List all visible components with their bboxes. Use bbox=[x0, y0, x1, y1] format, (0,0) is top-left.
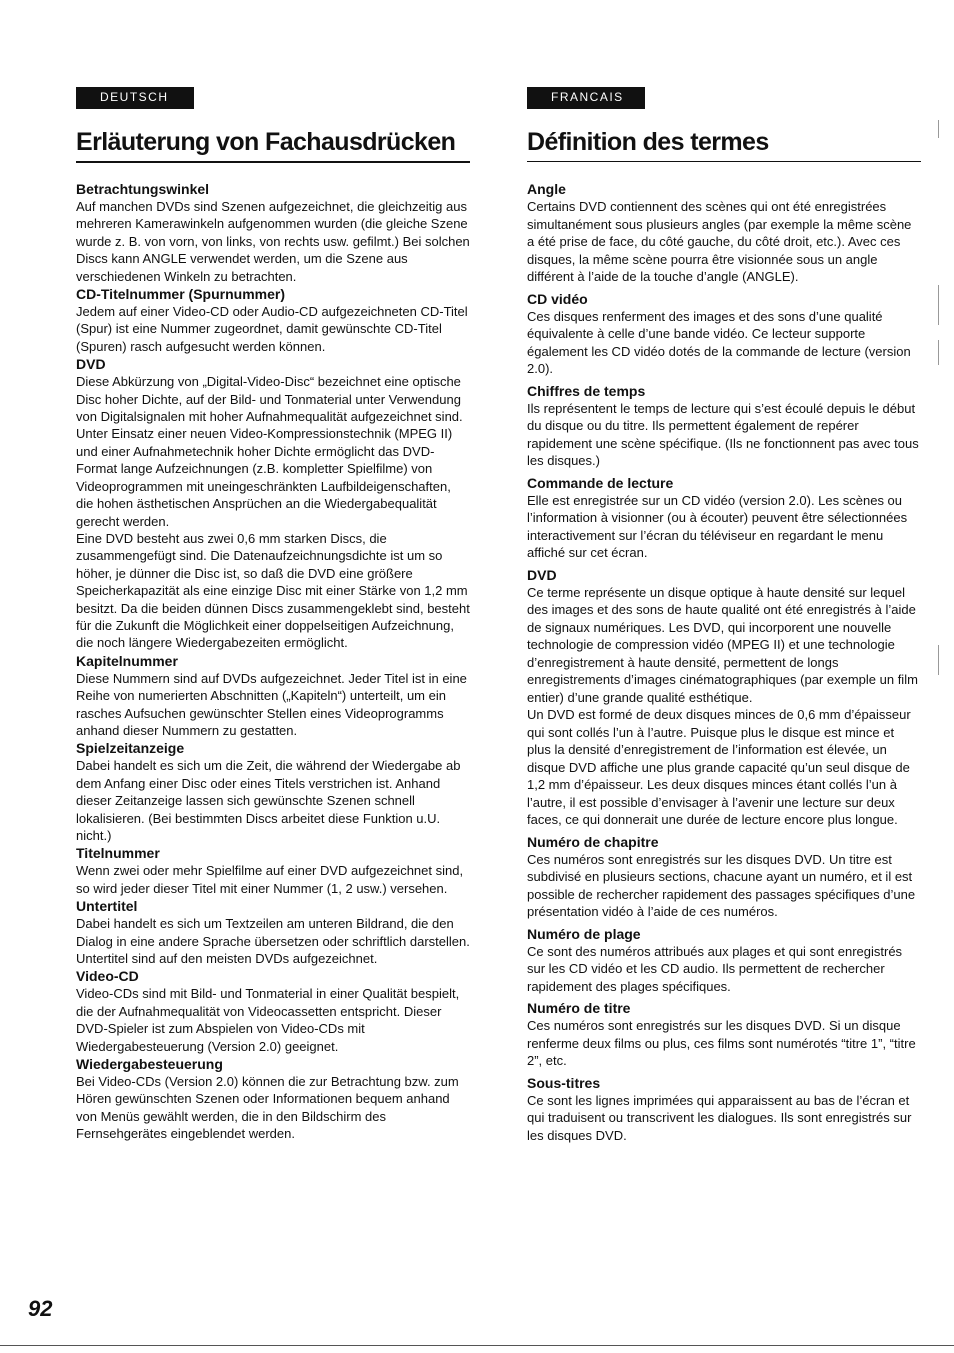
title-fr: Définition des termes bbox=[527, 128, 769, 156]
term: DVD bbox=[527, 566, 557, 583]
definition: Eine DVD besteht aus zwei 0,6 mm starken Discs, die zusammengefügt sind. Die Datenaufzeichnungsdichte ist um so höher, je dünner die Disc ist, so daß die DVD eine größere Speicherkapazität als eine einzige Disc mit einer Stärke von 1,2 mm besitzt. Da die beiden dünnen Discs zusammengeklebt sind, besteht für die Zukunft die Möglichkeit einer doppelseitigen Aufzeichnung, die noch längere Wiedergabezeiten ermöglicht. bbox=[76, 530, 470, 651]
page-number: 92 bbox=[28, 1296, 53, 1321]
term: Kapitelnummer bbox=[76, 652, 178, 669]
entry-untertitel bbox=[76, 897, 470, 967]
definition: Ce terme représente un disque optique à haute densité sur lequel des images et des sons de haute qualité ont été enregistrés à l’aide de signaux numériques. Les DVD, qui incorporent une nouvelle technologie de compression vidéo (MPEG II) et une technologie d’enregistrement à haute densité, permettent de longs enregistrements d’images cinématographiques (par exemple un film entier) d’une grande qualité esthétique. bbox=[527, 584, 918, 705]
term: Spielzeitanzeige bbox=[76, 740, 185, 757]
term: Angle bbox=[527, 181, 566, 197]
title-rule-de bbox=[76, 161, 470, 163]
term: Numéro de chapitre bbox=[527, 833, 659, 850]
definition: Ce sont les lignes imprimées qui apparaissent au bas de l’écran et qui traduisent ou transcrivent les dialogues. Ils sont enregistrés sur les disques DVD. bbox=[527, 1092, 912, 1143]
definition: Elle est enregistrée sur un CD vidéo (version 2.0). Les scènes ou l’information à visionner (ou à écouter) peuvent être sélectionnées interactivement sur l’écran du téléviseur en regardant le menu affiché sur cet écran. bbox=[527, 492, 908, 560]
definition: Bei Video-CDs (Version 2.0) können die zur Betrachtung bzw. zum Hören gewünschten Szenen oder Informationen bequem anhand von Menüs gewählt werden, die in den Bildschirm des Fernsehgerätes eingeblendet werden. bbox=[76, 1074, 459, 1142]
entry-dvd-fr bbox=[527, 566, 921, 829]
term: CD-Titelnummer (Spurnummer) bbox=[76, 286, 285, 303]
definition: Auf manchen DVDs sind Szenen aufgezeichnet, die gleichzeitig aus mehreren Kamerawinkeln aufgenommen wurden (die gleiche Szene wurde z. B. von vorn, von links, von rechts usw. gefilmt.) Bei solchen Discs kann ANGLE verwendet werden, um die Szene aus verschiedenen Winkeln zu betrachten. bbox=[76, 199, 470, 284]
bottom-rule bbox=[0, 1345, 954, 1346]
definition: Diese Nummern sind auf DVDs aufgezeichnet. Jeder Titel ist in eine Reihe von numerierten Abschnitten („Kapiteln“) unterteilt, um ein rasches Aufsuchen gewünschter Stellen eines Videoprogramms anhand dieser Nummern zu gestatten. bbox=[76, 670, 467, 738]
glossary-fr bbox=[527, 180, 921, 1144]
definition: Ces disques renferment des images et des sons d’une qualité équivalente à celle d’une bande vidéo. Ce lecteur supporte également les CD vidéo dotés de la commande de lecture (version 2.0). bbox=[527, 308, 911, 376]
term: Chiffres de temps bbox=[527, 382, 646, 399]
term: Video-CD bbox=[76, 968, 139, 985]
language-tag-de: DEUTSCH bbox=[76, 87, 194, 109]
entry-numero-de-titre bbox=[527, 999, 921, 1070]
definition: Video-CDs sind mit Bild- und Tonmaterial in einer Qualität bespielt, die der Aufnahmequalität von Videocassetten entspricht. Dieser DVD-Spieler ist zum Abspielen von Video-CDs mit Wiedergabesteuerung (Version 2.0) geeignet. bbox=[76, 986, 460, 1054]
definition: Wenn zwei oder mehr Spielfilme auf einer DVD aufgezeichnet sind, so wird jeder dieser Titel mit einer Nummer (1, 2 usw.) versehen. bbox=[76, 863, 464, 896]
definition: Ce sont des numéros attribués aux plages et qui sont enregistrés sur les CD vidéo et les CD audio. Ils permettent de rechercher rapidement des plages spécifiques. bbox=[527, 943, 903, 994]
term: Commande de lecture bbox=[527, 474, 674, 491]
entry-kapitelnummer bbox=[76, 652, 470, 740]
scan-edge-mark bbox=[938, 340, 939, 365]
entry-cd-video bbox=[527, 290, 921, 378]
term: Titelnummer bbox=[76, 845, 160, 862]
entry-numero-de-chapitre bbox=[527, 833, 921, 921]
scan-edge-mark bbox=[938, 120, 939, 138]
entry-angle bbox=[527, 180, 921, 286]
entry-betrachtungswinkel bbox=[76, 180, 470, 285]
scan-edge-mark bbox=[938, 645, 939, 675]
entry-video-cd bbox=[76, 967, 470, 1055]
term: Betrachtungswinkel bbox=[76, 181, 210, 197]
entry-spielzeitanzeige bbox=[76, 739, 470, 844]
term: Numéro de titre bbox=[527, 1000, 631, 1016]
term: DVD bbox=[76, 356, 106, 373]
entry-cd-titelnummer bbox=[76, 285, 470, 355]
definition: Certains DVD contiennent des scènes qui ont été enregistrées simultanément sous plusieurs angles (par exemple la même scène a été prise de face, du côté gauche, du côté droit, etc.). Avec ces disques, la même scène pourra être visionnée sous un angle différent à l’aide de la touche d’angle (ANGLE). bbox=[527, 199, 912, 284]
definition: Un DVD est formé de deux disques minces de 0,6 mm d’épaisseur qui sont collés l’un à l’autre. Puisque plus le disque est mince et plus la densité d’enregistrement de l’information est élevée, un disque DVD affiche une plus grande capacité qu’un seul disque de 1,2 mm d’épaisseur. Les deux disques minces étant collés l’un à l’autre, il est possible d’envisager à l’avenir une lecture sur deux faces, ce qui donnerait une durée de lecture encore plus longue. bbox=[527, 707, 911, 827]
scan-edge-mark bbox=[938, 285, 939, 325]
definition: Diese Abkürzung von „Digital-Video-Disc“ bezeichnet eine optische Disc hoher Dichte, auf der Bild- und Tonmaterial unter Verwendung von Digitalsignalen mit hoher Aufnahmequalität aufgezeichnet sind. Unter Einsatz einer neuen Video-Kompressionstechnik (MPEG II) und einer Aufnahmetechnik hoher Dichte ermöglicht das DVD-Format lange Aufzeichnungen (z.B. kompletter Spielfilme) von Videoprogrammen mit uneingeschränkten Laufbildeigenschaften, die hohen ästhetischen Ansprüchen an die Wiedergabequalität gerecht werden. bbox=[76, 374, 463, 529]
term: Sous-titres bbox=[527, 1074, 601, 1091]
entry-wiedergabesteuerung bbox=[76, 1055, 470, 1143]
entry-dvd-de bbox=[76, 355, 470, 652]
definition: Dabei handelt es sich um Textzeilen am unteren Bildrand, die den Dialog in eine andere Sprache übersetzen oder schriftlich darstellen. Untertitel sind auf den meisten DVDs aufgezeichnet. bbox=[76, 916, 470, 967]
entry-titelnummer bbox=[76, 844, 470, 897]
entry-chiffres-de-temps bbox=[527, 382, 921, 470]
definition: Dabei handelt es sich um die Zeit, die während der Wiedergabe ab dem Anfang einer Disc oder eines Titels verstrichen ist. Anhand dieser Zeitanzeige lassen sich gewünschte Szenen schnell lokalisieren. (Bei bestimmten Discs arbeitet diese Funktion u.U. nicht.) bbox=[76, 758, 461, 843]
german-column bbox=[76, 87, 470, 1143]
definition: Ces numéros sont enregistrés sur les disques DVD. Si un disque renferme deux films ou plus, ces films sont numérotés “titre 1”, “titre 2”, etc. bbox=[527, 1018, 916, 1068]
definition: Ces numéros sont enregistrés sur les disques DVD. Un titre est subdivisé en plusieurs sections, chacune ayant un numéro, et il est possible de rechercher rapidement des passages spécifiques d’une présentation vidéo à l’aide de ces numéros. bbox=[527, 851, 916, 919]
term: Wiedergabesteuerung bbox=[76, 1056, 223, 1073]
entry-commande-de-lecture bbox=[527, 474, 921, 562]
language-tag-fr: FRANCAIS bbox=[527, 87, 645, 109]
french-column bbox=[527, 87, 921, 1148]
glossary-de bbox=[76, 180, 470, 1143]
title-de: Erläuterung von Fachausdrücken bbox=[76, 128, 456, 156]
definition: Jedem auf einer Video-CD oder Audio-CD aufgezeichneten CD-Titel (Spur) ist eine Nummer zugeordnet, damit gewünschte CD-Titel (Spuren) rasch aufgesucht werden können. bbox=[76, 304, 468, 354]
title-rule-fr bbox=[527, 161, 921, 162]
entry-numero-de-plage bbox=[527, 925, 921, 996]
entry-sous-titres bbox=[527, 1074, 921, 1145]
term: Untertitel bbox=[76, 898, 138, 915]
term: CD vidéo bbox=[527, 290, 588, 307]
definition: Ils représentent le temps de lecture qui s’est écoulé depuis le début du disque ou du titre. Ils permettent également de repérer rapidement une scène spécifique. (Ils ne fonctionnent pas avec tous les disques.) bbox=[527, 400, 919, 468]
term: Numéro de plage bbox=[527, 925, 641, 942]
